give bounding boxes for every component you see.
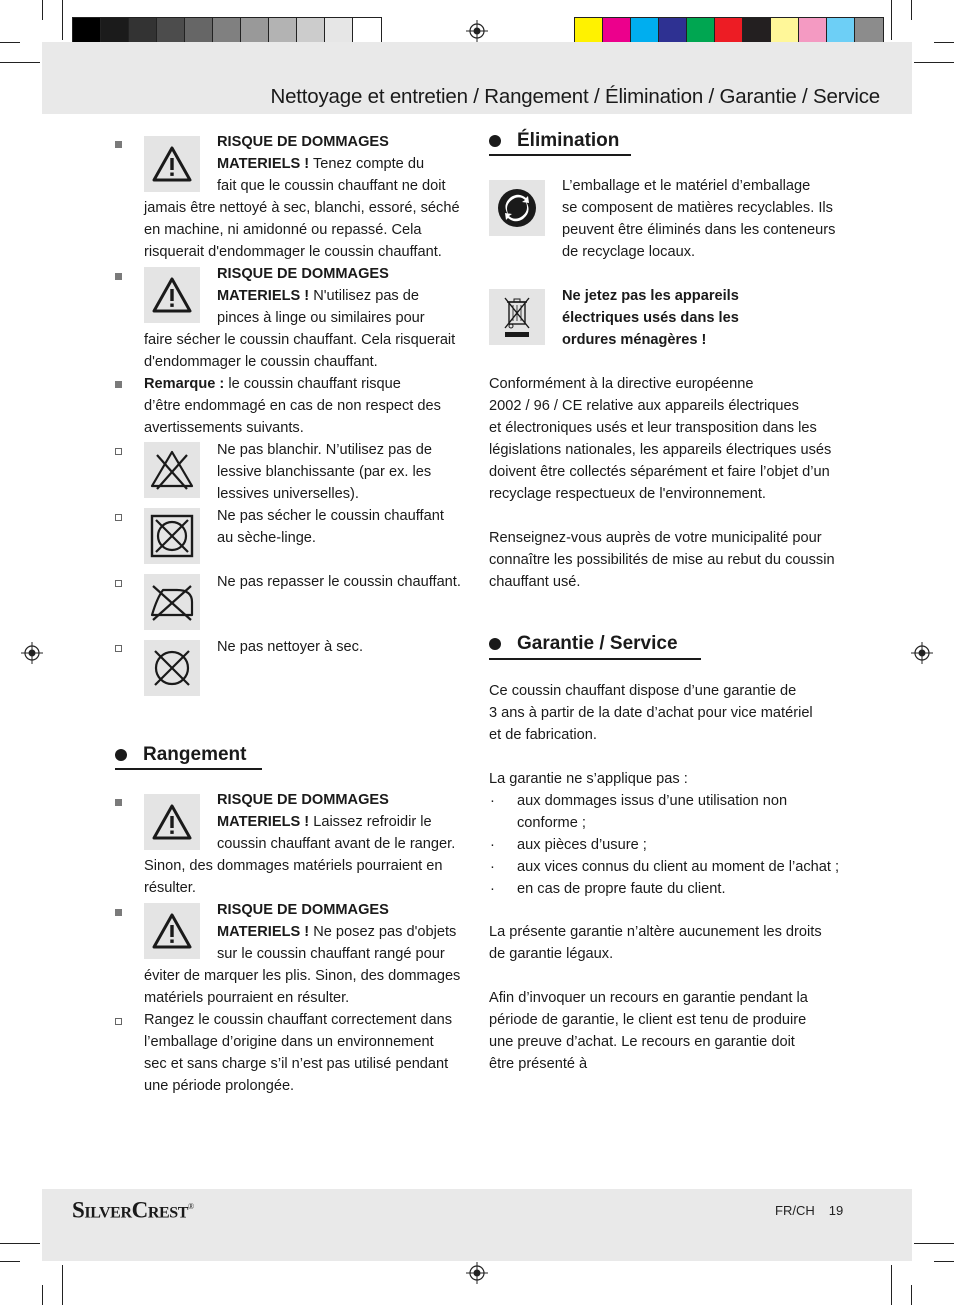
warning-text: coussin chauffant avant de le ranger. <box>217 836 456 852</box>
color-swatch <box>101 18 129 45</box>
warning-text: résulter. <box>144 880 196 896</box>
page-footer-info <box>775 1200 843 1222</box>
page-number: 19 <box>828 1203 844 1218</box>
list-dot: · <box>490 881 495 897</box>
disposal-info-text: connaître les possibilités de mise au rebut du coussin <box>489 552 835 568</box>
storage-text: sec et sans charge s’il n’est pas utilisé pendant <box>144 1056 449 1072</box>
crop-mark <box>891 0 892 40</box>
section-bullet-icon <box>115 749 127 761</box>
disposal-info-text: Renseignez-vous auprès de votre municipalité pour <box>489 530 822 546</box>
crop-mark <box>891 1265 892 1305</box>
warning-triangle-icon <box>144 267 200 323</box>
legal-rights-text: de garantie légaux. <box>489 946 614 962</box>
warning-heading: RISQUE DE DOMMAGES <box>217 902 389 918</box>
warning-text <box>217 921 456 943</box>
section-underline <box>489 154 631 156</box>
warning-text: pinces à linge ou similaires pour <box>217 310 425 326</box>
warning-heading: RISQUE DE DOMMAGES <box>217 134 389 150</box>
claim-text: Afin d’invoquer un recours en garantie pendant la <box>489 990 808 1006</box>
warranty-exclusion-item: conforme ; <box>517 815 586 831</box>
note-text <box>144 373 401 395</box>
color-swatch <box>827 18 855 45</box>
warning-text: jamais être nettoyé à sec, blanchi, essoré, séché <box>144 200 460 216</box>
claim-text: période de garantie, le client est tenu de produire <box>489 1012 807 1028</box>
sub-bullet <box>115 514 122 521</box>
warning-text: fait que le coussin chauffant ne doit <box>217 178 446 194</box>
warning-heading-part: MATERIELS ! <box>217 924 310 940</box>
warning-text: sur le coussin chauffant rangé pour <box>217 946 445 962</box>
warranty-text: et de fabrication. <box>489 727 597 743</box>
no-bleach-icon <box>144 442 200 498</box>
color-swatch <box>297 18 325 45</box>
locale-code: FR/CH <box>775 1203 815 1218</box>
warning-triangle-icon <box>144 903 200 959</box>
claim-text: une preuve d’achat. Le recours en garantie doit <box>489 1034 795 1050</box>
warning-text <box>217 285 419 307</box>
storage-text: Rangez le coussin chauffant correctement dans <box>144 1012 453 1028</box>
warranty-text: 3 ans à partir de la date d’achat pour vice matériel <box>489 705 813 721</box>
packaging-text: L’emballage et le matériel d’emballage <box>562 178 811 194</box>
color-swatch <box>269 18 297 45</box>
section-heading-rangement <box>115 743 246 767</box>
warning-heading-part: MATERIELS ! <box>217 156 310 172</box>
color-swatch <box>799 18 827 45</box>
warning-text-part: Tenez compte du <box>309 156 425 172</box>
crop-mark <box>934 42 954 43</box>
claim-text: être présenté à <box>489 1056 588 1072</box>
list-bullet <box>115 799 122 806</box>
list-dot: · <box>490 859 495 875</box>
storage-text: l’emballage d’origine dans un environnement <box>144 1034 434 1050</box>
color-swatch <box>631 18 659 45</box>
warning-heading: RISQUE DE DOMMAGES <box>217 792 389 808</box>
color-swatch <box>157 18 185 45</box>
section-bullet-icon <box>489 135 501 147</box>
warning-text: matériels pourraient en résulter. <box>144 990 350 1006</box>
weee-warning-text: électriques usés dans les <box>562 310 739 326</box>
color-swatch <box>855 18 883 45</box>
directive-text: législations nationales, les appareils électriques usés <box>489 442 832 458</box>
section-heading-garantie <box>489 632 678 656</box>
registration-mark-icon <box>911 642 933 664</box>
section-underline <box>115 768 262 770</box>
directive-text: doivent être collectés séparément et faire l’objet d’un <box>489 464 830 480</box>
crop-mark <box>62 1265 63 1305</box>
warning-text: Sinon, des dommages matériels pourraient en <box>144 858 443 874</box>
crop-mark <box>914 1243 954 1244</box>
sub-bullet <box>115 1018 122 1025</box>
color-swatch <box>213 18 241 45</box>
weee-warning-text: ordures ménagères ! <box>562 332 707 348</box>
warning-text-part: N'utilisez pas de <box>309 288 420 304</box>
color-swatch <box>325 18 353 45</box>
color-swatch <box>73 18 101 45</box>
crop-mark <box>42 1285 43 1305</box>
directive-text: recyclage respectueux de l'environnement. <box>489 486 766 502</box>
crop-mark <box>0 1243 40 1244</box>
green-dot-recycling-icon <box>489 180 545 236</box>
note-text-part: le coussin chauffant risque <box>224 376 401 392</box>
section-heading-label: Rangement <box>143 744 247 765</box>
crop-mark <box>0 1261 20 1262</box>
warranty-exclusion-item: aux vices connus du client au moment de l’achat ; <box>517 859 840 875</box>
warning-text: en machine, ni amidonné ou repassé. Cela <box>144 222 422 238</box>
warning-heading-part: MATERIELS ! <box>217 814 310 830</box>
warranty-exclusion-item: aux dommages issus d’une utilisation non <box>517 793 788 809</box>
color-swatch <box>659 18 687 45</box>
crop-mark <box>0 42 20 43</box>
warranty-exclusions-intro: La garantie ne s’applique pas : <box>489 771 688 787</box>
note-text: avertissements suivants. <box>144 420 304 436</box>
section-heading-elimination <box>489 129 619 153</box>
color-swatch <box>743 18 771 45</box>
note-text: d’être endommagé en cas de non respect des <box>144 398 441 414</box>
section-heading-label: Élimination <box>517 130 620 151</box>
warning-text: éviter de marquer les plis. Sinon, des dommages <box>144 968 461 984</box>
brand-logo <box>72 1196 194 1222</box>
list-bullet <box>115 909 122 916</box>
warning-text <box>217 811 432 833</box>
weee-warning-text: Ne jetez pas les appareils <box>562 288 739 304</box>
registered-mark: ® <box>188 1202 194 1211</box>
crop-mark <box>911 0 912 20</box>
brand-logo-part: Crest <box>131 1197 189 1223</box>
color-swatch <box>771 18 799 45</box>
color-swatch <box>603 18 631 45</box>
warning-triangle-icon <box>144 136 200 192</box>
care-text: Ne pas repasser le coussin chauffant. <box>217 574 461 590</box>
warning-triangle-icon <box>144 794 200 850</box>
list-dot: · <box>490 793 495 809</box>
directive-text: et électroniques usés et leur transposition dans les <box>489 420 817 436</box>
list-bullet <box>115 141 122 148</box>
no-dry-clean-icon <box>144 640 200 696</box>
brand-logo-part: Silver <box>72 1197 132 1223</box>
care-text: Ne pas blanchir. N’utilisez pas de <box>217 442 432 458</box>
packaging-text: peuvent être éliminés dans les conteneurs <box>562 222 836 238</box>
crop-mark <box>0 62 40 63</box>
warning-heading: RISQUE DE DOMMAGES <box>217 266 389 282</box>
sub-bullet <box>115 645 122 652</box>
color-swatch <box>575 18 603 45</box>
crop-mark <box>42 0 43 20</box>
packaging-text: de recyclage locaux. <box>562 244 696 260</box>
crop-mark <box>911 1285 912 1305</box>
section-bullet-icon <box>489 638 501 650</box>
care-text: au sèche-linge. <box>217 530 316 546</box>
warning-heading-part: MATERIELS ! <box>217 288 310 304</box>
warning-text-part: Laissez refroidir le <box>309 814 432 830</box>
color-swatch <box>241 18 269 45</box>
packaging-text: se composent de matières recyclables. Ils <box>562 200 833 216</box>
warning-text <box>217 153 424 175</box>
crop-mark <box>62 0 63 40</box>
warning-text-part: Ne posez pas d'objets <box>309 924 457 940</box>
section-underline <box>489 658 701 660</box>
crop-mark <box>934 1261 954 1262</box>
no-tumble-dry-icon <box>144 508 200 564</box>
section-heading-label: Garantie / Service <box>517 633 678 654</box>
color-swatch <box>687 18 715 45</box>
color-swatch <box>129 18 157 45</box>
care-text: lessive blanchissante (par ex. les <box>217 464 432 480</box>
directive-text: Conformément à la directive européenne <box>489 376 754 392</box>
list-dot: · <box>490 837 495 853</box>
list-bullet <box>115 381 122 388</box>
registration-mark-icon <box>466 1262 488 1284</box>
weee-crossed-bin-icon <box>489 289 545 345</box>
page-title: Nettoyage et entretien / Rangement / Élimination / Garantie / Service <box>270 85 880 108</box>
warning-text: risquerait d'endommager le coussin chauffant. <box>144 244 442 260</box>
care-text: Ne pas nettoyer à sec. <box>217 639 364 655</box>
note-label: Remarque : <box>144 376 225 392</box>
color-swatch <box>185 18 213 45</box>
color-swatch <box>715 18 743 45</box>
warning-text: d'endommager le coussin chauffant. <box>144 354 378 370</box>
disposal-info-text: chauffant usé. <box>489 574 581 590</box>
color-swatch <box>353 18 381 45</box>
warranty-text: Ce coussin chauffant dispose d’une garantie de <box>489 683 797 699</box>
care-text: lessives universelles). <box>217 486 359 502</box>
registration-mark-icon <box>21 642 43 664</box>
list-bullet <box>115 273 122 280</box>
legal-rights-text: La présente garantie n’altère aucunement les droits <box>489 924 822 940</box>
no-iron-icon <box>144 574 200 630</box>
care-text: Ne pas sécher le coussin chauffant <box>217 508 444 524</box>
directive-text: 2002 / 96 / CE relative aux appareils électriques <box>489 398 799 414</box>
sub-bullet <box>115 448 122 455</box>
sub-bullet <box>115 580 122 587</box>
warranty-exclusion-item: en cas de propre faute du client. <box>517 881 726 897</box>
warranty-exclusion-item: aux pièces d’usure ; <box>517 837 647 853</box>
storage-text: une période prolongée. <box>144 1078 295 1094</box>
warning-text: faire sécher le coussin chauffant. Cela risquerait <box>144 332 456 348</box>
crop-mark <box>914 62 954 63</box>
registration-mark-icon <box>466 20 488 42</box>
